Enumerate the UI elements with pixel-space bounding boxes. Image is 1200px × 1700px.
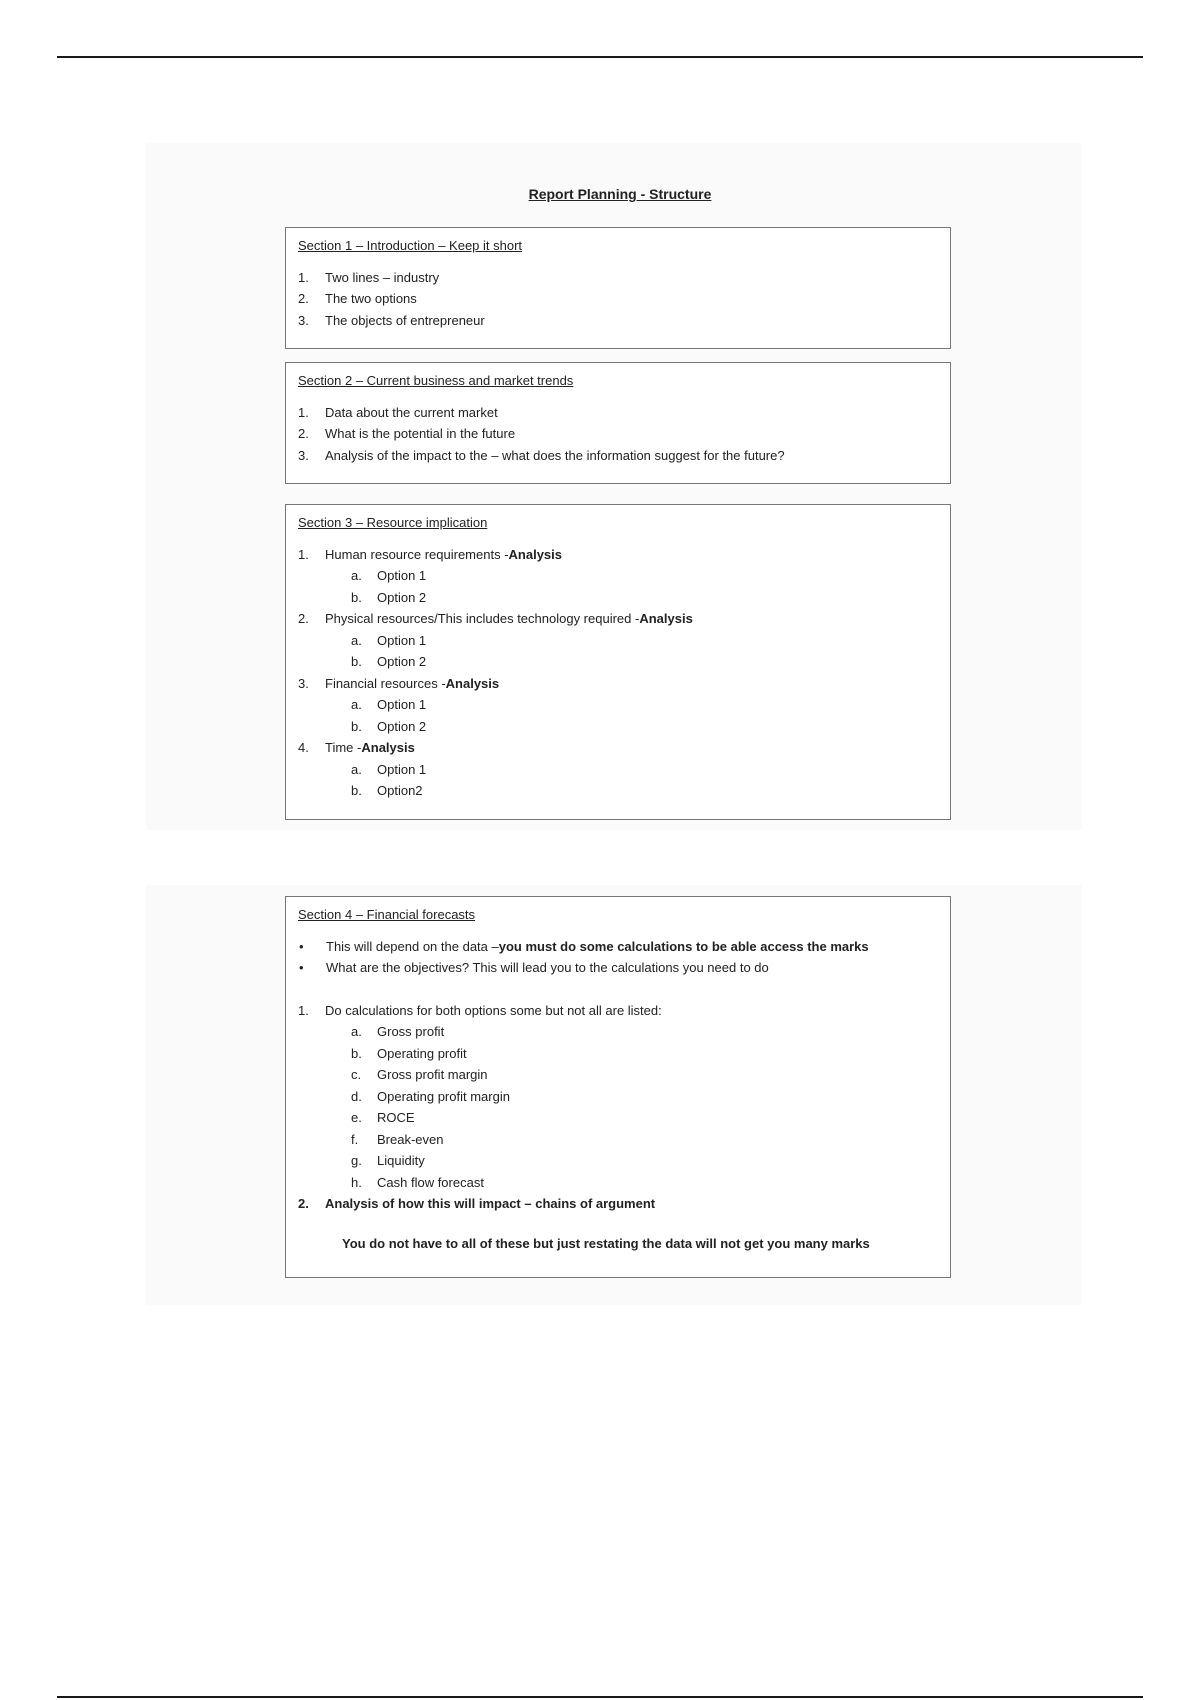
sub-list-item: a. Option 1 [351,568,427,583]
list-item: 2. Analysis of how this will impact – chains of argument [298,1196,656,1211]
section-2-title: Section 2 – Current business and market trends [298,373,574,388]
section-3-box [285,504,951,820]
bullet-item: • What are the objectives? This will lead you to the calculations you need to do [298,957,938,979]
calculation-item: a. Gross profit [351,1024,445,1039]
list-item: 1. Do calculations for both options some but not all are listed: [298,1002,662,1018]
list-item: 4. Time - Analysis [298,740,415,755]
list-item: 2. What is the potential in the future [298,426,516,441]
bottom-rule [57,1696,1143,1698]
list-item: 2. The two options [298,291,417,306]
section-4-box [285,896,951,1278]
top-rule [57,56,1143,58]
section-4-note: You do not have to all of these but just restating the data will not get you many marks [342,1235,870,1251]
section-2-box [285,362,951,484]
sub-list-item: b. Option 2 [351,654,427,669]
calculation-item: c. Gross profit margin [351,1067,488,1082]
section-4-title: Section 4 – Financial forecasts [298,907,476,922]
sub-list-item: a. Option 1 [351,697,427,712]
section-1-title: Section 1 – Introduction – Keep it short [298,238,523,253]
list-item: 2. Physical resources/This includes technology required - Analysis [298,611,693,626]
sub-list-item: b. Option2 [351,783,423,798]
sub-list-item: a. Option 1 [351,632,427,648]
section-1-box [285,227,951,349]
calculation-item: g. Liquidity [351,1153,425,1168]
bullet-item: • This will depend on the data – you must do some calculations to be able access the marks [298,936,938,958]
list-item: 3. Financial resources - Analysis [298,675,500,691]
calculation-item: b. Operating profit [351,1045,467,1061]
calculation-item: e. ROCE [351,1110,415,1125]
sub-list-item: a. Option 1 [351,761,427,777]
calculation-item: f. Break-even [351,1131,444,1147]
document-title: Report Planning - Structure [528,186,712,202]
sub-list-item: b. Option 2 [351,718,427,734]
list-item: 1. Two lines – industry [298,269,440,285]
list-item: 3. The objects of entrepreneur [298,312,485,328]
calculation-item: d. Operating profit margin [351,1088,510,1104]
sub-list-item: b. Option 2 [351,589,427,605]
list-item: 3. Analysis of the impact to the – what does the information suggest for the future? [298,447,785,463]
bullet-icon: • [299,960,304,975]
calculation-item: h. Cash flow forecast [351,1174,484,1190]
list-item: 1. Human resource requirements - Analysis [298,546,563,562]
list-item: 1. Data about the current market [298,404,498,420]
bullet-icon: • [299,938,304,954]
section-3-title: Section 3 – Resource implication [298,515,488,530]
